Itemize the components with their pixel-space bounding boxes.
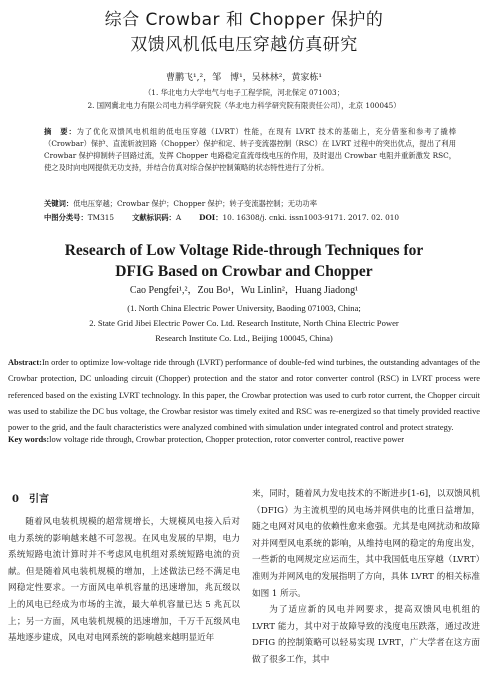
- en-authors: Cao Pengfei¹,²，Zou Bo¹，Wu Linlin²，Huang Jiadong¹: [129, 285, 359, 296]
- cn-abstract-text: 为了优化双馈风电机组的低电压穿越（LVRT）性能，在现有 LVRT 技术的基础上，充分借鉴和参考了撬棒（Crowbar）保护、直流斩波回路（Chopper）保护和定、转子变流器控制（RSC）在 LVRT 过程中的突出优点，提出了利用 Crowbar 保护抑制转子回路过流，发挥 Chopper 电路稳定直流母线电压的作用，及时退出 Crowbar 电阻并重新激发 RSC，使之及时向电网提供无功支持，并结合仿真对综合保护控制策略的状态特性进行了分析。: [44, 127, 457, 172]
- en-affiliation-3: Research Institute Co. Ltd., Beijing 100045, China): [155, 333, 333, 343]
- en-affiliation-2: 2. State Grid Jibei Electric Power Co. Ltd. Research Institute, North China Electric Power: [89, 318, 399, 328]
- cn-title-line1: 综合 Crowbar 和 Chopper 保护的: [104, 10, 384, 30]
- left-column: [8, 514, 240, 647]
- cn-abstract-label: 摘 要：: [44, 127, 77, 136]
- en-keywords: [8, 433, 480, 446]
- cn-keywords-text: 低电压穿越；Crowbar 保护；Chopper 保护；转子变流器控制；无功功率: [73, 199, 317, 208]
- right-column: [252, 486, 480, 669]
- cn-title: [0, 8, 488, 58]
- en-abstract: [8, 355, 480, 436]
- en-title: [0, 240, 488, 282]
- cn-authors: 曹鹏飞¹,²，邹 博¹，吴林林²，黄家栋¹: [166, 73, 322, 83]
- cn-keywords: [44, 198, 456, 210]
- clc-label: 中图分类号：: [44, 213, 88, 222]
- right-paragraph-1: 来，同时，随着风力发电技术的不断进步[1-6]，以双馈风机（DFIG）为主流机型的风电场并网供电的比重日益增加，随之电网对风电的依赖性愈来愈强。尤其是电网扰动和故障对并网型风电系统的影响，从维持电网的稳定的角度出发，一些新的电网规定应运而生，其中我国低电压穿越（LVRT）准则为并网风电的发展指明了方向，具体 LVRT 的相关标准如图 1 所示。: [252, 489, 480, 599]
- section-heading: 0 引言: [12, 494, 49, 505]
- cn-affiliation-1: （1. 华北电力大学电气与电子工程学院，河北保定 071003；: [144, 88, 344, 97]
- en-abstract-label: Abstract:: [8, 358, 42, 367]
- en-keywords-text: low voltage ride through, Crowbar protection, Chopper protection, rotor converter control, reactive power: [49, 435, 405, 444]
- en-affiliation-1: (1. North China Electric Power University, Baoding 071003, China;: [127, 303, 361, 313]
- cn-classification: [44, 212, 464, 224]
- en-keywords-label: Key words:: [8, 435, 50, 444]
- doi-label: DOI：: [199, 213, 223, 222]
- doc-label: 文献标识码：: [132, 213, 176, 222]
- cn-title-line2: 双馈风机低电压穿越仿真研究: [130, 35, 358, 55]
- doi-value: 10. 16308/j. cnki. issn1003-9171. 2017. 02. 010: [222, 213, 400, 222]
- en-title-line1: Research of Low Voltage Ride-through Techniques for: [64, 242, 424, 259]
- left-paragraph: 随着风电装机规模的超常规增长，大规模风电接入后对电力系统的影响越来越不可忽视。在风电发展的早期，电力系统短路电流计算时并不考虑风电机组对系统短路电流的贡献。但是随着风电装机规模的增加，上述做法已经不满足电网稳定性要求。一方面风电单机容量的迅速增加，兆瓦级以上的风电已经成为市场的主流，最大单机容量已达 5 兆瓦以上；另一方面，风电装机规模的迅速增加，千万千瓦级风电基地逐步建成，风电对电网系统的影响越来越明显近年: [8, 517, 240, 644]
- right-paragraph-2: 为了适应新的风电并网要求，提高双馈风电机组的 LVRT 能力，其中对于故障导致的浅度电压跌落，通过改进 DFIG 的控制策略可以轻易实现 LVRT，广大学者在这方面做了很多工作，其中: [252, 605, 480, 665]
- cn-abstract: [44, 126, 456, 174]
- cn-affiliation-2: 2. 国网冀北电力有限公司电力科学研究院（华北电力科学研究院有限责任公司），北京 100045）: [87, 101, 401, 110]
- cn-keywords-label: 关键词：: [44, 199, 74, 208]
- en-title-line2: DFIG Based on Crowbar and Chopper: [115, 263, 373, 280]
- en-abstract-text: In order to optimize low-voltage ride through (LVRT) performance of double-fed wind turbines, the outstanding advantages of the Crowbar protection, DC unloading circuit (Chopper) protection and the stator and rotor converter control (RSC) in LVRT process were referenced based on the existing LVRT technology. In this paper, the Crowbar protection was used to curb rotor current, the Chopper circuit was used to stabilize the DC bus voltage, the Crowbar resistor was timely exited and RSC was re-energized so that timely provided reactive power to the grid, and the fault characteristics were analyzed combined with simulation under integrated control and protect strategy.: [8, 358, 480, 433]
- doc-value: A: [175, 213, 182, 222]
- clc-value: TM315: [87, 213, 115, 222]
